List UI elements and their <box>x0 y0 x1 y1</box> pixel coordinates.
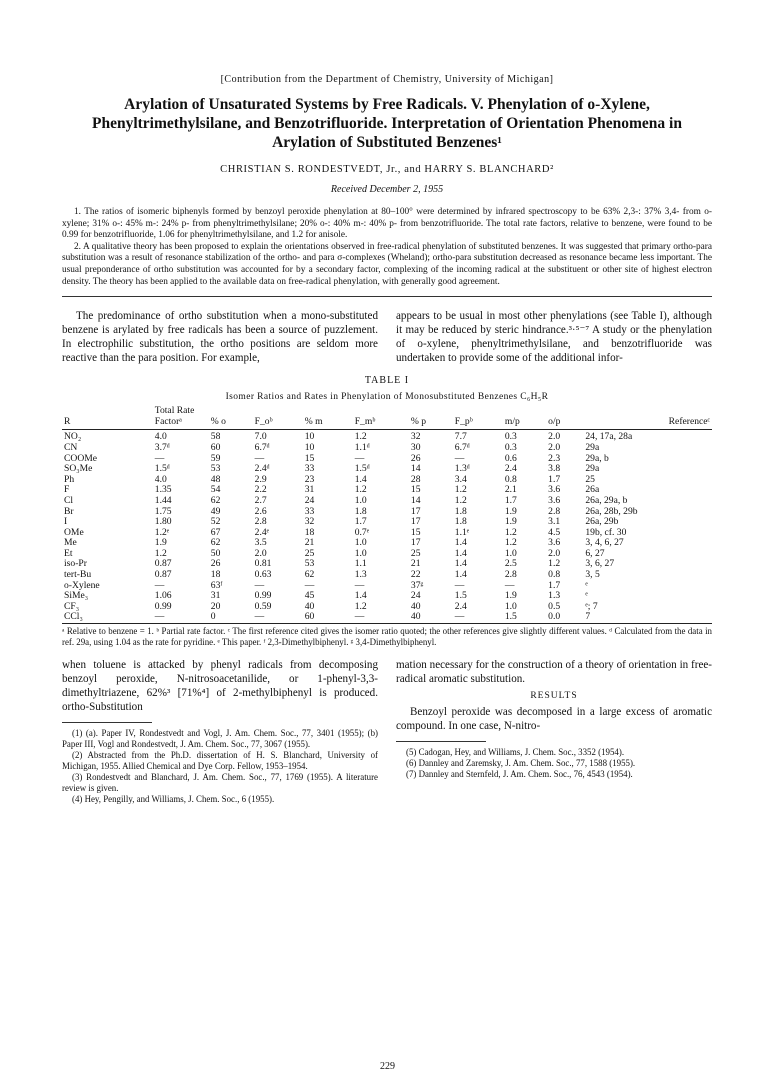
table-cell: 7.0 <box>254 431 267 443</box>
table-cell: 0.6 <box>504 452 517 464</box>
table-cell: 2.0 <box>254 547 267 559</box>
table-cell: 6.7ᵈ <box>454 441 470 453</box>
intro-columns <box>62 309 712 365</box>
table-cell: 24, 17a, 28a <box>585 431 633 443</box>
body-right-text: mation necessary for the construction of a theory of orientation in free-radical aromatic substitution. <box>396 658 712 685</box>
table-cell: 1.44 <box>154 494 172 506</box>
table-cell: 26 <box>410 452 421 464</box>
table-cell: 1.1 <box>354 558 367 570</box>
table-cell: 3.6 <box>548 537 561 549</box>
table-cell: 18 <box>304 526 315 538</box>
table-cell: 2.4ᵈ <box>254 463 270 475</box>
table-cell: 2.0 <box>548 431 561 443</box>
table-cell: 7 <box>583 612 712 623</box>
table-cell: 17 <box>410 516 421 528</box>
article <box>62 74 712 805</box>
table-header-cell: R <box>62 406 153 430</box>
table-cell: 1.0 <box>504 547 517 559</box>
table-cell: 1.80 <box>154 516 172 528</box>
table-cell: 0.8 <box>548 569 561 581</box>
table-cell: 1.7 <box>548 473 561 485</box>
table-cell: — <box>304 579 315 591</box>
abstract-paragraph: 1. The ratios of isomeric biphenyls formed by benzoyl peroxide phenylation at 80–100° were determined by infrared spectroscopy to be 63% 2,3-: 37% 3,4- from o-xylene; 31% o-: 45% m-: 24% p- from phenyltrimethylsilane; 20% o-: 40% m-: 40% p- from benzotrifluoride. The total rate factors, relative to benzene, were found to be 0.99 for benzotrifluoride, 1.06 for phenyltrimethylsilane, and 1.2 for anisole. <box>62 207 712 241</box>
table-cell: 3, 5 <box>585 569 600 581</box>
table-cell: 28 <box>410 473 421 485</box>
table-cell: o-Xylene <box>64 579 100 591</box>
table-cell: 1.2 <box>354 600 367 612</box>
table-cell: — <box>453 612 503 623</box>
table-cell: 4.5 <box>548 526 561 538</box>
table-cell: 54 <box>210 484 221 496</box>
table-cell: 0.81 <box>254 558 272 570</box>
table-cell: 48 <box>210 473 221 485</box>
table-cell: 50 <box>210 547 221 559</box>
table-cell: 2.6 <box>254 505 267 517</box>
table-cell: 1.3 <box>354 569 367 581</box>
table-cell: 2.4ᵉ <box>254 526 270 538</box>
table-cell: 1.9 <box>504 505 517 517</box>
table-cell: ᵉ <box>585 579 588 591</box>
table-cell: 0.5 <box>548 600 561 612</box>
table-cell: 25 <box>585 473 595 485</box>
table-cell: — <box>354 579 365 591</box>
table-cell: 1.1ᵉ <box>454 526 470 538</box>
intro-right-text: appears to be usual in most other phenylations (see Table I), although it may be reduced by steric hindrance.³·⁵⁻⁷ A study or the phenylation of o-xylene, phenyltrimethylsilane, and benzotrifluoride was undertaken to provide some of the additional infor- <box>396 310 712 365</box>
table-cell: 1.0 <box>354 537 367 549</box>
table-cell: 1.0 <box>504 600 517 612</box>
table-cell: — <box>504 579 515 591</box>
table-header-cell: Total Rate Factorᵃ <box>153 406 209 430</box>
table-cell: 31 <box>210 590 221 602</box>
table-cell: 1.8 <box>354 505 367 517</box>
table-header-cell: F_oᵇ <box>253 406 303 430</box>
table-cell: 19b, cf. 30 <box>585 526 627 538</box>
table-cell: 1.5ᵈ <box>354 463 370 475</box>
table-row <box>62 612 712 623</box>
table-label: TABLE I <box>364 375 410 387</box>
table-cell: 1.4 <box>454 537 467 549</box>
table-cell: 29a, b <box>585 452 609 464</box>
table-cell: 14 <box>410 463 421 475</box>
table-cell: 4.0 <box>154 473 167 485</box>
table-cell: CCl₃ <box>62 612 153 623</box>
table-cell: 1.06 <box>154 590 172 602</box>
table-cell: 2.5 <box>504 558 517 570</box>
table-cell: 2.2 <box>254 484 267 496</box>
table-cell: CN <box>64 441 78 453</box>
table-cell: 1.7 <box>548 579 561 591</box>
table-cell: 1.9 <box>504 516 517 528</box>
table-cell: 59 <box>210 452 221 464</box>
table-cell: 1.2 <box>504 537 517 549</box>
table-cell: 2.8 <box>254 516 267 528</box>
table-cell: 10 <box>304 431 315 443</box>
table-cell: 1.3 <box>548 590 561 602</box>
table-cell: 2.9 <box>254 473 267 485</box>
table-cell: 2.0 <box>548 441 561 453</box>
table-cell: 0.99 <box>154 600 172 612</box>
table-cell: 40 <box>304 600 315 612</box>
table-cell: 1.35 <box>154 484 172 496</box>
table-cell: 1.8 <box>454 516 467 528</box>
table-cell: 30 <box>410 441 421 453</box>
table-row <box>62 443 712 454</box>
table-cell: 0.87 <box>154 569 172 581</box>
table-notes: ᵃ Relative to benzene = 1. ᵇ Partial rate factor. ᶜ The first reference cited gives the isomer ratio quoted; the other references give slightly different values. ᵈ Calculated from the data in ref. 29a, using 1.04 as the rate for pyridine. ᵉ This paper. ᶠ 2,3-Dimethylbiphenyl. ᵍ 3,4-Dimethylbiphenyl. <box>62 626 712 647</box>
table-cell: 14 <box>410 494 421 506</box>
table-cell: 22 <box>410 569 421 581</box>
table-cell: 67 <box>210 526 221 538</box>
table-cell: 26 <box>210 558 221 570</box>
intro-left-text: The predominance of ortho substitution when a mono-substituted benzene is arylated by free radicals has been a source of puzzlement. In electrophilic substitution, the ortho positions are seldom more reactive than the para position. For example, <box>62 310 378 365</box>
table-cell: — <box>353 612 409 623</box>
table-cell: 1.0 <box>354 547 367 559</box>
table-cell: 1.2 <box>548 558 561 570</box>
table-cell: 1.2 <box>354 484 367 496</box>
table-cell: 29a <box>585 441 600 453</box>
table-cell: 31 <box>304 484 315 496</box>
table-cell: 60 <box>210 441 221 453</box>
results-heading: RESULTS <box>530 690 578 701</box>
table-cell: 1.2 <box>454 494 467 506</box>
table-cell: 0.8 <box>504 473 517 485</box>
table-cell: 2.7 <box>254 494 267 506</box>
table-cell: 0.0 <box>546 612 583 623</box>
table-cell: 1.4 <box>454 558 467 570</box>
table-cell: 21 <box>410 558 421 570</box>
table-cell: 0.87 <box>154 558 172 570</box>
table-cell: Et <box>64 547 73 559</box>
footnote: (7) Dannley and Sternfeld, J. Am. Chem. Soc., 76, 4543 (1954). <box>406 768 633 779</box>
table-cell: I <box>64 516 68 528</box>
table-cell: 21 <box>304 537 315 549</box>
abstract <box>62 207 712 288</box>
table-title: Isomer Ratios and Rates in Phenylation of Monosubstituted Benzenes C₆H₅R <box>225 392 549 403</box>
table-cell: 1.0 <box>354 494 367 506</box>
table-cell: 26a, 28b, 29b <box>585 505 638 517</box>
table-cell: 23 <box>304 473 315 485</box>
table-cell: tert-Bu <box>64 569 92 581</box>
table-cell: ᵉ; 7 <box>585 600 598 612</box>
table-cell: 15 <box>304 452 315 464</box>
table-cell: 3, 6, 27 <box>585 558 615 570</box>
table-cell: — <box>153 612 209 623</box>
table-cell: — <box>154 452 165 464</box>
table-cell: — <box>154 579 165 591</box>
table-cell: 1.4 <box>354 590 367 602</box>
table-cell: iso-Pr <box>64 558 87 570</box>
table-cell: 24 <box>304 494 315 506</box>
footnote-divider <box>396 741 486 742</box>
table-cell: 26a, 29a, b <box>585 494 628 506</box>
table-header-cell: Referenceᶜ <box>583 406 712 430</box>
table-cell: 49 <box>210 505 221 517</box>
received-date: Received December 2, 1955 <box>330 184 444 195</box>
table-cell: 3, 4, 6, 27 <box>585 537 624 549</box>
table-cell: — <box>354 452 365 464</box>
footnote: (5) Cadogan, Hey, and Williams, J. Chem. Soc., 3352 (1954). <box>406 746 625 757</box>
table-header-cell: % p <box>409 406 453 430</box>
body-left-text: when toluene is attacked by phenyl radicals from decomposing benzoyl peroxide, N-nitrosoacetanilide, or 1-phenyl-3,3-dimethyltriazene, 62%³ [71%⁴] of 2-methylbiphenyl is produced. ortho-Substitution <box>62 658 378 713</box>
table-cell: 25 <box>304 547 315 559</box>
article-title: Arylation of Unsaturated Systems by Free Radicals. V. Phenylation of o-Xylene, Phenyltrimethylsilane, and Benzotrifluoride. Interpretation of Orientation Phenomena in Arylation of Substituted Benzenes¹ <box>92 96 682 151</box>
table-cell: 0.3 <box>504 441 517 453</box>
table-cell: NO₂ <box>64 431 82 443</box>
body-columns <box>62 658 712 805</box>
table-cell: 17 <box>410 537 421 549</box>
isomer-ratio-table <box>62 406 712 624</box>
table-cell: 0.59 <box>254 600 272 612</box>
divider <box>62 296 712 297</box>
table-cell: 0.3 <box>504 431 517 443</box>
table-cell: 62 <box>304 569 315 581</box>
table-cell: 0.99 <box>254 590 272 602</box>
table-cell: 15 <box>410 484 421 496</box>
table-cell: 0 <box>209 612 253 623</box>
table-cell: 1.9 <box>154 537 167 549</box>
table-cell: OMe <box>64 526 84 538</box>
table-cell: 37ᵍ <box>410 579 424 591</box>
table-cell: 2.8 <box>548 505 561 517</box>
table-cell: 62 <box>210 537 221 549</box>
table-cell: 1.7 <box>504 494 517 506</box>
footnote: (6) Dannley and Zaremsky, J. Am. Chem. Soc., 77, 1588 (1955). <box>406 757 636 768</box>
abstract-paragraph: 2. A qualitative theory has been proposed to explain the orientations observed in free-radical phenylation of substituted benzenes. It was suggested that primary ortho-para substitution was a result of resonance stabilization of the ortho- and para σ-complexes (Wheland); ortho-para substitution decreased as resonance became less important. The usual preponderance of ortho substitution was accounted for by a secondary factor, complexing of the incoming radical at the substituent or other site of highest electron density. The theory has been applied to the available data on free-radical phenylation, with generally good agreement. <box>62 241 712 287</box>
table-cell: 2.4 <box>454 600 467 612</box>
table-cell: 58 <box>210 431 221 443</box>
table-cell: 40 <box>410 600 421 612</box>
footnote: (3) Rondestvedt and Blanchard, J. Am. Chem. Soc., 77, 1769 (1955). A literature review is given. <box>62 771 378 793</box>
table-header-cell: % m <box>303 406 353 430</box>
table-cell: 33 <box>304 505 315 517</box>
table-cell: 26a, 29b <box>585 516 619 528</box>
table-cell: 2.4 <box>504 463 517 475</box>
footnote: (1) (a). Paper IV, Rondestvedt and Vogl, J. Am. Chem. Soc., 77, 3401 (1955); (b) Paper III, Vogl and Rondestvedt, J. Am. Chem. Soc., 77, 3067 (1955). <box>62 727 378 749</box>
table-cell: — <box>254 452 265 464</box>
table-cell: 1.5 <box>503 612 546 623</box>
table-cell: CF₃ <box>64 600 80 612</box>
table-cell: 1.2 <box>504 526 517 538</box>
table-header-cell: m/p <box>503 406 546 430</box>
table-cell: 1.3ᵈ <box>454 463 470 475</box>
table-cell: 3.6 <box>548 494 561 506</box>
footnote: (4) Hey, Pengilly, and Williams, J. Chem. Soc., 6 (1955). <box>72 793 275 804</box>
table-cell: 1.5 <box>454 590 467 602</box>
table-cell: 18 <box>210 569 221 581</box>
table-cell: 24 <box>410 590 421 602</box>
table-header-cell: % o <box>209 406 253 430</box>
table-cell: — <box>253 612 303 623</box>
table-cell: ᵉ <box>585 590 588 602</box>
contribution-line: [Contribution from the Department of Chemistry, University of Michigan] <box>220 74 554 85</box>
table-cell: 1.5ᵈ <box>154 463 170 475</box>
table-cell: Me <box>64 537 77 549</box>
table-cell: 3.1 <box>548 516 561 528</box>
table-cell: 3.6 <box>548 484 561 496</box>
table-cell: 25 <box>410 547 421 559</box>
table-cell: 2.8 <box>504 569 517 581</box>
table-cell: 2.3 <box>548 452 561 464</box>
table-header-cell: F_mᵇ <box>353 406 409 430</box>
table-cell: 45 <box>304 590 315 602</box>
table-cell: 3.8 <box>548 463 561 475</box>
table-body <box>62 430 712 624</box>
footnote: (2) Abstracted from the Ph.D. dissertation of H. S. Blanchard, University of Michigan, 1955. Allied Chemical and Dye Corp. Fellow, 1953–1954. <box>62 749 378 771</box>
table-cell: — <box>254 579 265 591</box>
table-cell: 40 <box>409 612 453 623</box>
table-cell: 1.1ᵈ <box>354 441 370 453</box>
table-cell: 1.7 <box>354 516 367 528</box>
table-cell: 15 <box>410 526 421 538</box>
table-cell: 1.9 <box>504 590 517 602</box>
table-cell: F <box>64 484 70 496</box>
table-cell: 17 <box>410 505 421 517</box>
table-cell: 1.2ᵉ <box>154 526 170 538</box>
table-cell: 1.4 <box>354 473 367 485</box>
table-cell: 6, 27 <box>585 547 605 559</box>
table-cell: 7.7 <box>454 431 467 443</box>
table-cell: Br <box>64 505 74 517</box>
table-cell: 63ᶠ <box>210 579 223 591</box>
table-cell: 0.63 <box>254 569 272 581</box>
table-row <box>62 430 712 443</box>
table-cell: SiMe₃ <box>64 590 89 602</box>
table-cell: 1.2 <box>454 484 467 496</box>
footnote-divider <box>62 722 152 723</box>
table-cell: 1.4 <box>454 547 467 559</box>
table-cell: 1.75 <box>154 505 172 517</box>
table-cell: 60 <box>303 612 353 623</box>
table-cell: Cl <box>64 494 74 506</box>
table-cell: COOMe <box>64 452 98 464</box>
table-row <box>62 496 712 507</box>
table-cell: 1.8 <box>454 505 467 517</box>
table-cell: 4.0 <box>154 431 167 443</box>
table-cell: 33 <box>304 463 315 475</box>
table-cell: 10 <box>304 441 315 453</box>
table-cell: 3.5 <box>254 537 267 549</box>
table-cell: 3.7ᵈ <box>154 441 170 453</box>
table-header-cell: F_pᵇ <box>453 406 503 430</box>
table-cell: — <box>454 579 465 591</box>
results-text: Benzoyl peroxide was decomposed in a large excess of aromatic compound. In one case, N-nitro- <box>396 705 712 732</box>
table-cell: 1.2 <box>154 547 167 559</box>
table-cell: 62 <box>210 494 221 506</box>
table-cell: 32 <box>304 516 315 528</box>
table-cell: 2.0 <box>548 547 561 559</box>
table-cell: 0.7ᵉ <box>354 526 370 538</box>
table-header-cell: o/p <box>546 406 583 430</box>
table-cell: SO₃Me <box>64 463 93 475</box>
table-cell: — <box>454 452 465 464</box>
table-cell: 32 <box>410 431 421 443</box>
authors: CHRISTIAN S. RONDESTVEDT, Jr., and HARRY S. BLANCHARD² <box>220 164 554 175</box>
table-cell: 3.4 <box>454 473 467 485</box>
table-cell: 1.4 <box>454 569 467 581</box>
table-cell: 26a <box>585 484 600 496</box>
table-cell: 52 <box>210 516 221 528</box>
table-cell: 20 <box>210 600 221 612</box>
table-cell: 6.7ᵈ <box>254 441 270 453</box>
table-cell: 53 <box>304 558 315 570</box>
page-number: 229 <box>380 1061 395 1072</box>
table-cell: 2.1 <box>504 484 517 496</box>
table-cell: Ph <box>64 473 75 485</box>
table-cell: 1.2 <box>354 431 367 443</box>
table-cell: 29a <box>585 463 600 475</box>
table-cell: 53 <box>210 463 221 475</box>
